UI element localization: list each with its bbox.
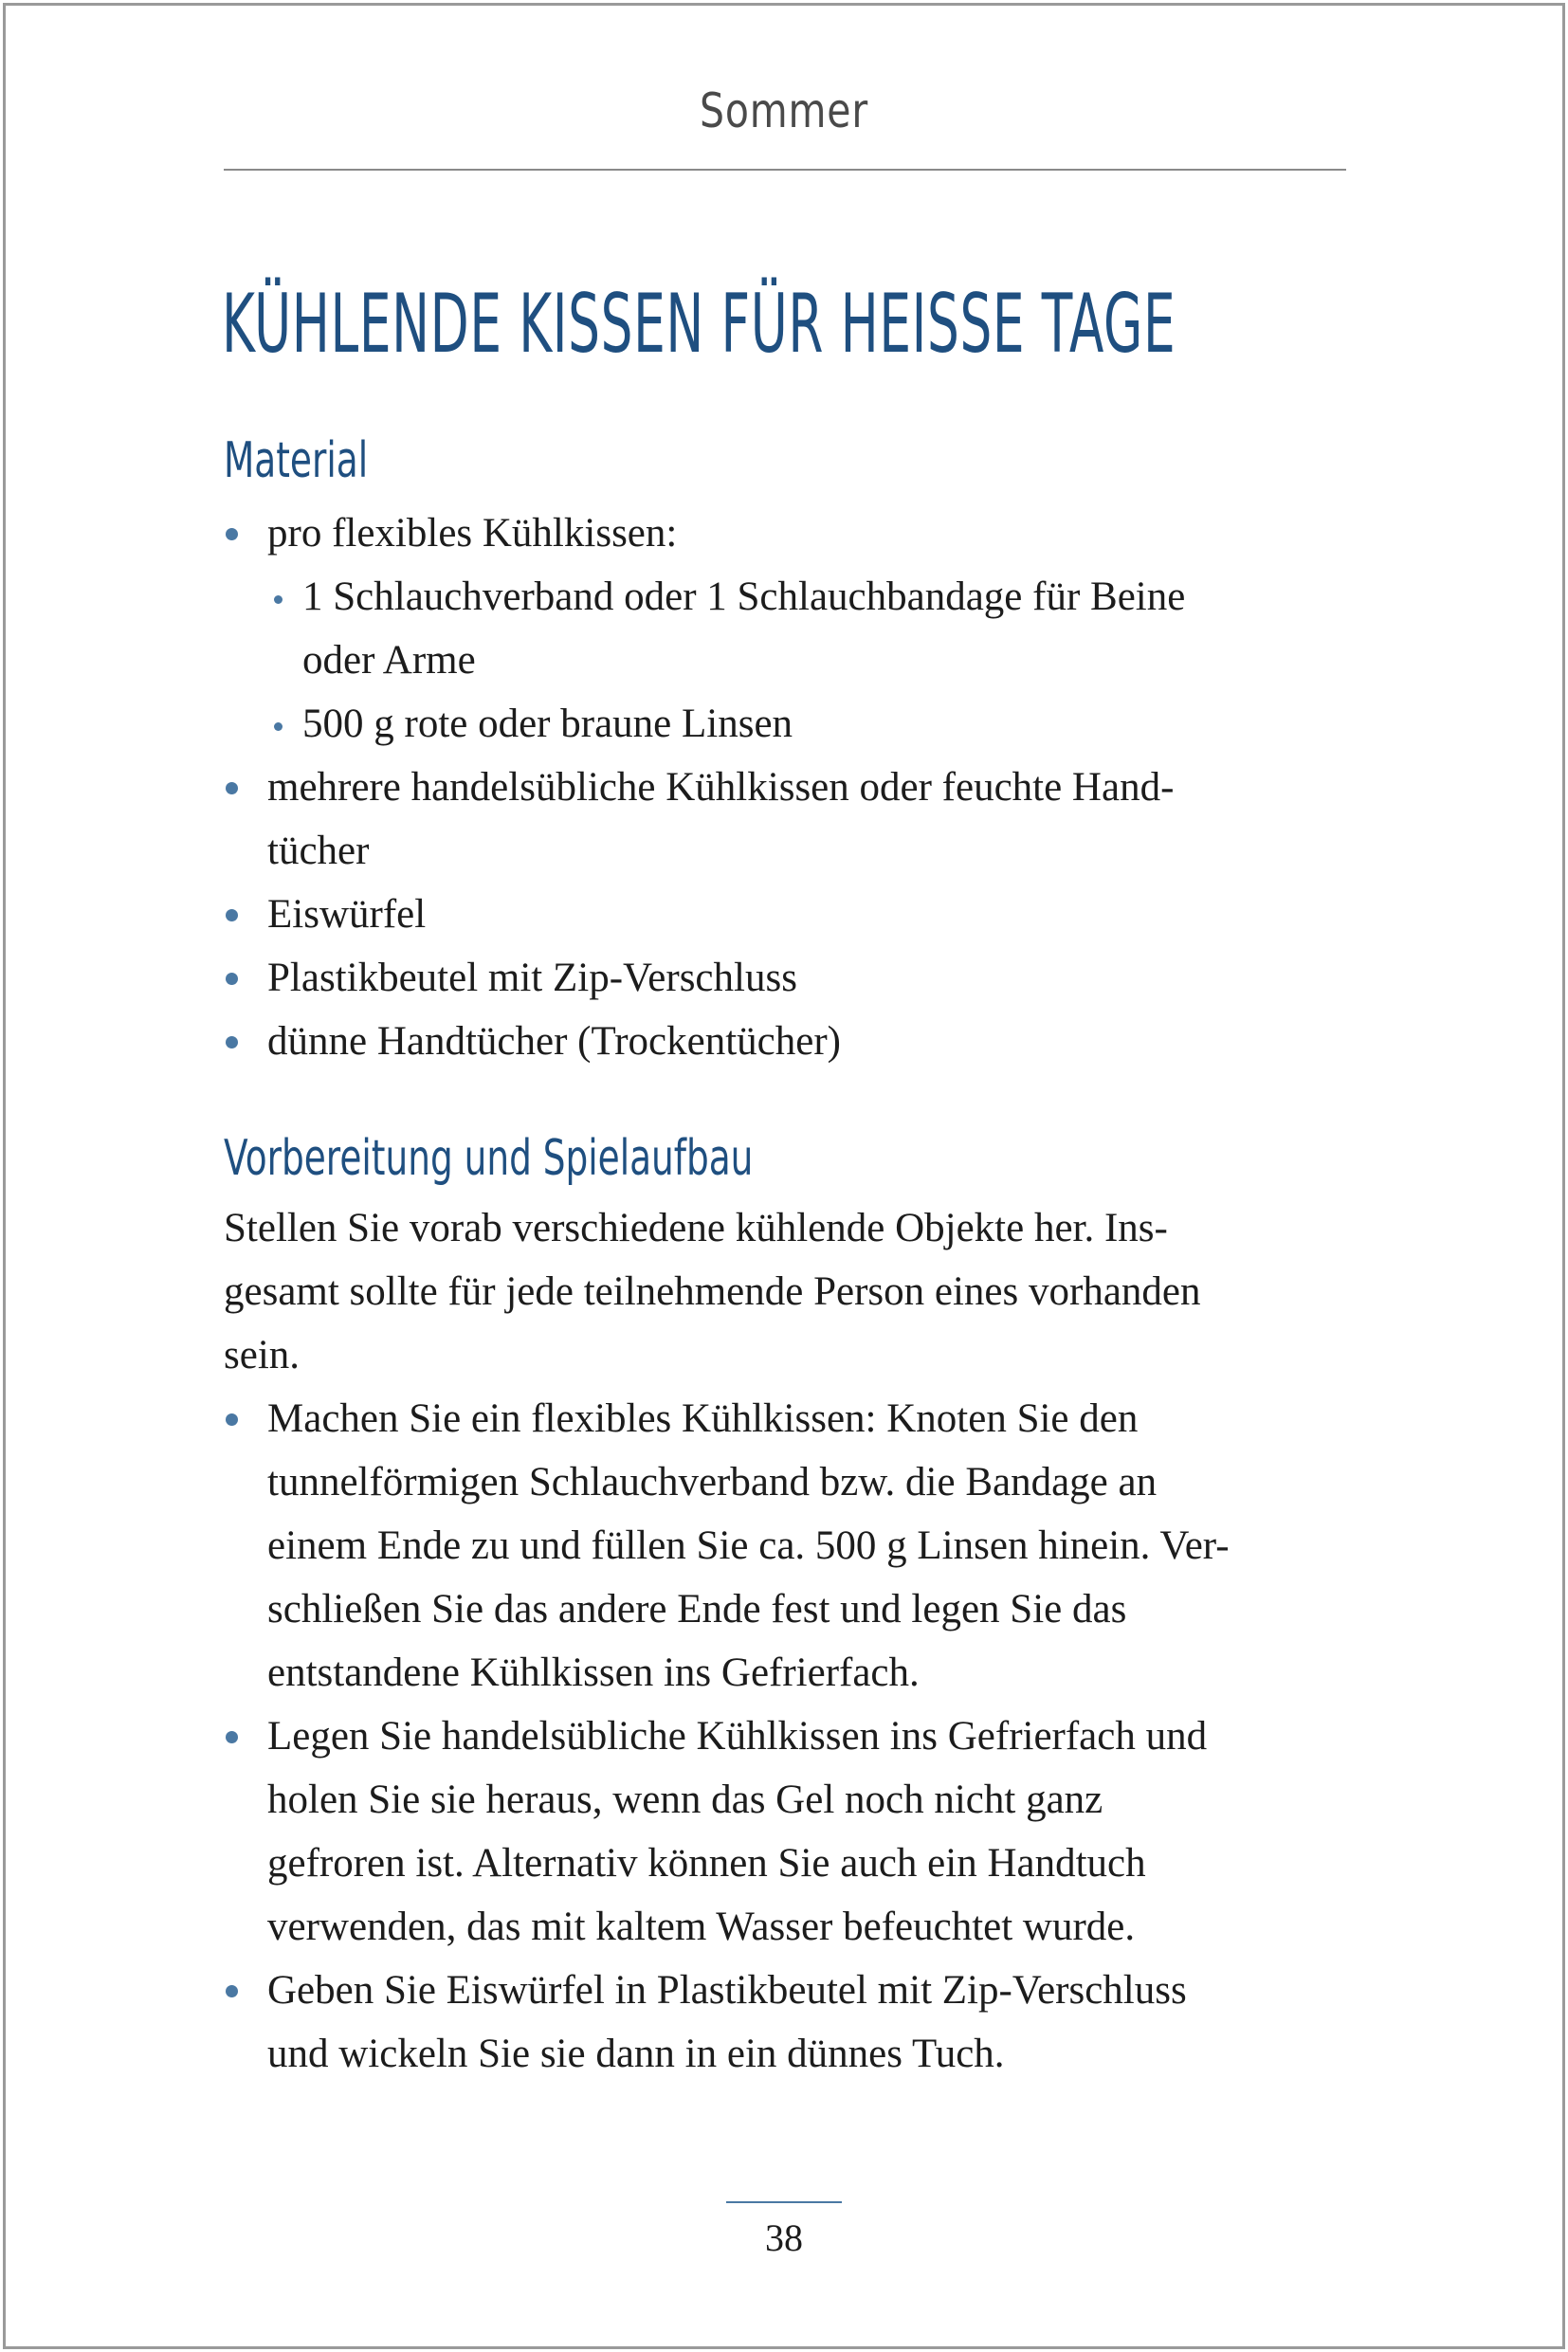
preparation-intro: gesamt sollte für jede teilnehmende Person eines vorhanden [224,1269,1201,1314]
preparation-step: Legen Sie handelsübliche Kühlkissen ins Gefrierfach und [267,1714,1208,1759]
material-item: dünne Handtücher (Trockentücher) [267,1019,841,1064]
preparation-step-continued: schließen Sie das andere Ende fest und legen Sie das [267,1587,1127,1632]
preparation-heading: Vorbereitung und Spielaufbau [224,1130,754,1187]
small-bullet-icon [274,722,283,731]
bullet-icon [226,973,238,985]
small-bullet-icon [274,595,283,604]
running-head: Sommer [700,83,868,138]
material-item: pro flexibles Kühlkissen: [267,511,678,556]
page-number: 38 [765,2216,803,2259]
material-subitem: 1 Schlauchverband oder 1 Schlauchbandage für Beine [302,574,1186,619]
preparation-step-continued: einem Ende zu und füllen Sie ca. 500 g Linsen hinein. Ver- [267,1523,1230,1568]
bullet-icon [226,782,238,794]
bullet-icon [226,1413,238,1426]
preparation-step-continued: verwenden, das mit kaltem Wasser befeuchtet wurde. [267,1905,1136,1949]
preparation-step: Machen Sie ein flexibles Kühlkissen: Knoten Sie den [267,1396,1139,1441]
bullet-icon [226,528,238,540]
material-item: Plastikbeutel mit Zip-Verschluss [267,956,797,1000]
preparation-intro: sein. [224,1333,301,1377]
page-title: KÜHLENDE KISSEN FÜR HEISSE TAGE [222,277,1176,372]
preparation-step-continued: tunnelförmigen Schlauchverband bzw. die Bandage an [267,1460,1158,1504]
preparation-step-continued: gefroren ist. Alternativ können Sie auch ein Handtuch [267,1841,1146,1886]
footer-rule [726,2201,842,2203]
bullet-icon [226,1985,238,1997]
preparation-intro: Stellen Sie vorab verschiedene kühlende Objekte her. Ins- [224,1206,1168,1250]
material-item-continued: tücher [267,829,370,873]
material-item: Eiswürfel [267,892,427,937]
preparation-step-continued: und wickeln Sie sie dann in ein dünnes Tuch. [267,2032,1005,2076]
bullet-icon [226,1731,238,1743]
preparation-step-continued: entstandene Kühlkissen ins Gefrierfach. [267,1650,920,1695]
preparation-step-continued: holen Sie sie heraus, wenn das Gel noch nicht ganz [267,1778,1103,1822]
material-item: mehrere handelsübliche Kühlkissen oder feuchte Hand- [267,765,1175,810]
material-subitem-continued: oder Arme [302,638,476,683]
bullet-icon [226,909,238,921]
material-heading: Material [224,432,369,489]
preparation-step: Geben Sie Eiswürfel in Plastikbeutel mit Zip-Verschluss [267,1968,1187,2013]
header-rule [224,169,1346,171]
material-subitem: 500 g rote oder braune Linsen [302,702,793,746]
bullet-icon [226,1036,238,1048]
